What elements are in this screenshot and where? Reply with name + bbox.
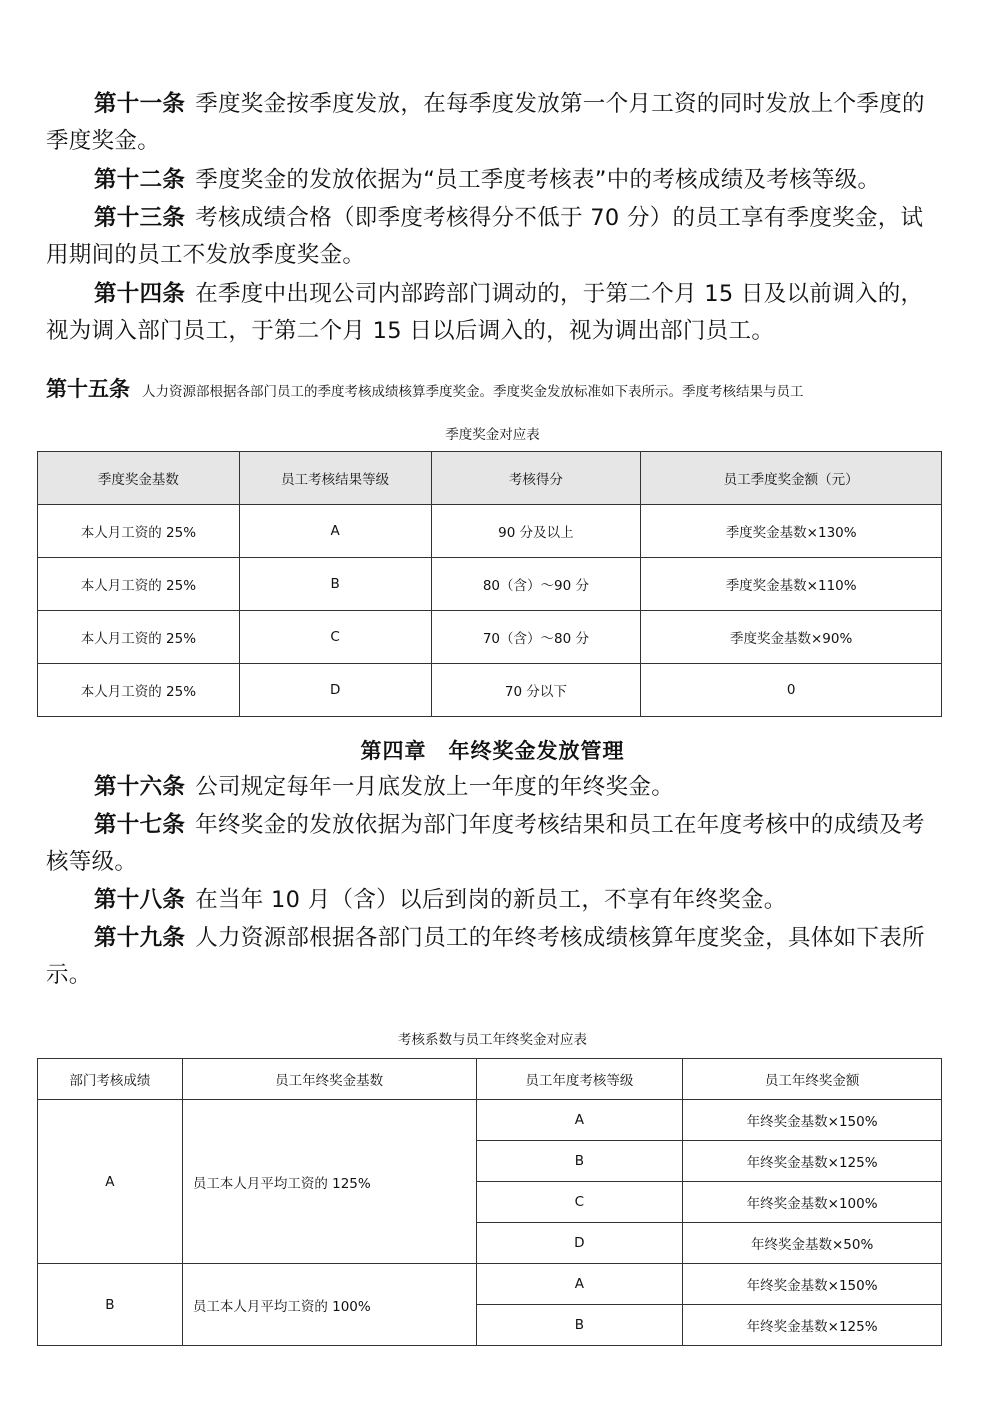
table-cell: 本人月工资的 25% (38, 558, 240, 611)
table-cell: 本人月工资的 25% (38, 664, 240, 717)
article-label: 第十三条 (94, 205, 186, 231)
bonus-base-cell: 员工本人月平均工资的 125% (182, 1100, 476, 1264)
header-cell: 季度奖金基数 (38, 452, 240, 505)
article-label: 第十九条 (94, 925, 186, 951)
article-text: 人力资源部根据各部门员工的季度考核成绩核算季度奖金。季度奖金发放标准如下表所示。季度考核结果与员工 (142, 384, 804, 400)
article-label: 第十一条 (94, 91, 186, 117)
article-14 (46, 276, 941, 350)
article-18 (46, 882, 941, 919)
table2-caption: 考核系数与员工年终奖金对应表 (398, 1032, 587, 1048)
chapter-title: 第四章 年终奖金发放管理 (360, 739, 625, 763)
table-cell: 0 (641, 664, 942, 717)
header-cell: 员工年终奖金额 (683, 1059, 942, 1100)
amount-cell: 年终奖金基数×150% (683, 1264, 942, 1305)
table-row (38, 505, 942, 558)
amount-cell: 年终奖金基数×100% (683, 1182, 942, 1223)
header-cell: 员工年度考核等级 (476, 1059, 683, 1100)
table-cell: 90 分及以上 (431, 505, 641, 558)
article-label: 第十六条 (94, 774, 186, 800)
table-cell: 80（含）～90 分 (431, 558, 641, 611)
article-label: 第十四条 (94, 281, 186, 307)
table-cell: D (239, 664, 431, 717)
table-cell: 70（含）～80 分 (431, 611, 641, 664)
article-11 (46, 86, 941, 160)
bonus-base-cell: 员工本人月平均工资的 100% (182, 1264, 476, 1346)
article-text: 人力资源部根据各部门员工的年终考核成绩核算年度奖金，具体如下表所示。 (46, 925, 925, 988)
table-header-row (38, 452, 942, 505)
article-text: 季度奖金的发放依据为“员工季度考核表”中的考核成绩及考核等级。 (195, 167, 881, 193)
grade-cell: D (476, 1223, 683, 1264)
table-cell: 季度奖金基数×130% (641, 505, 942, 558)
grade-cell: B (476, 1141, 683, 1182)
article-17 (46, 807, 941, 881)
table-cell: 季度奖金基数×90% (641, 611, 942, 664)
article-text: 季度奖金按季度发放，在每季度发放第一个月工资的同时发放上个季度的季度奖金。 (46, 91, 925, 154)
annual-bonus-table (37, 1058, 942, 1346)
table-cell: 70 分以下 (431, 664, 641, 717)
table-row (38, 1100, 942, 1141)
grade-cell: A (476, 1264, 683, 1305)
table-row (38, 664, 942, 717)
header-cell: 考核得分 (431, 452, 641, 505)
article-text: 年终奖金的发放依据为部门年度考核结果和员工在年度考核中的成绩及考核等级。 (46, 812, 925, 875)
amount-cell: 年终奖金基数×150% (683, 1100, 942, 1141)
article-16 (46, 769, 941, 806)
grade-cell: B (476, 1305, 683, 1346)
article-text: 考核成绩合格（即季度考核得分不低于 70 分）的员工享有季度奖金，试用期间的员工不发放季度奖金。 (46, 205, 924, 268)
amount-cell: 年终奖金基数×50% (683, 1223, 942, 1264)
table-cell: 本人月工资的 25% (38, 505, 240, 558)
article-12 (46, 162, 941, 199)
table-cell: A (239, 505, 431, 558)
table-header-row (38, 1059, 942, 1100)
header-cell: 员工年终奖金基数 (182, 1059, 476, 1100)
table-cell: B (239, 558, 431, 611)
grade-cell: A (476, 1100, 683, 1141)
header-cell: 员工考核结果等级 (239, 452, 431, 505)
article-text: 在当年 10 月（含）以后到岗的新员工，不享有年终奖金。 (195, 887, 787, 913)
table-cell: 本人月工资的 25% (38, 611, 240, 664)
dept-score-cell: B (38, 1264, 183, 1346)
article-label: 第十八条 (94, 887, 186, 913)
table1-caption: 季度奖金对应表 (445, 427, 540, 443)
article-label: 第十五条 (46, 377, 130, 401)
amount-cell: 年终奖金基数×125% (683, 1305, 942, 1346)
amount-cell: 年终奖金基数×125% (683, 1141, 942, 1182)
table-cell: 季度奖金基数×110% (641, 558, 942, 611)
table-cell: C (239, 611, 431, 664)
table-row (38, 558, 942, 611)
table-row (38, 611, 942, 664)
table-row (38, 1264, 942, 1305)
article-label: 第十七条 (94, 812, 186, 838)
article-13 (46, 200, 941, 274)
grade-cell: C (476, 1182, 683, 1223)
article-label: 第十二条 (94, 167, 186, 193)
header-cell: 部门考核成绩 (38, 1059, 183, 1100)
article-text: 在季度中出现公司内部跨部门调动的，于第二个月 15 日及以前调入的，视为调入部门员工，于第二个月 15 日以后调入的，视为调出部门员工。 (46, 281, 924, 344)
article-15 (46, 374, 946, 407)
article-text: 公司规定每年一月底发放上一年度的年终奖金。 (195, 774, 675, 800)
dept-score-cell: A (38, 1100, 183, 1264)
quarterly-bonus-table (37, 451, 942, 717)
header-cell: 员工季度奖金额（元） (641, 452, 942, 505)
article-19 (46, 920, 941, 994)
